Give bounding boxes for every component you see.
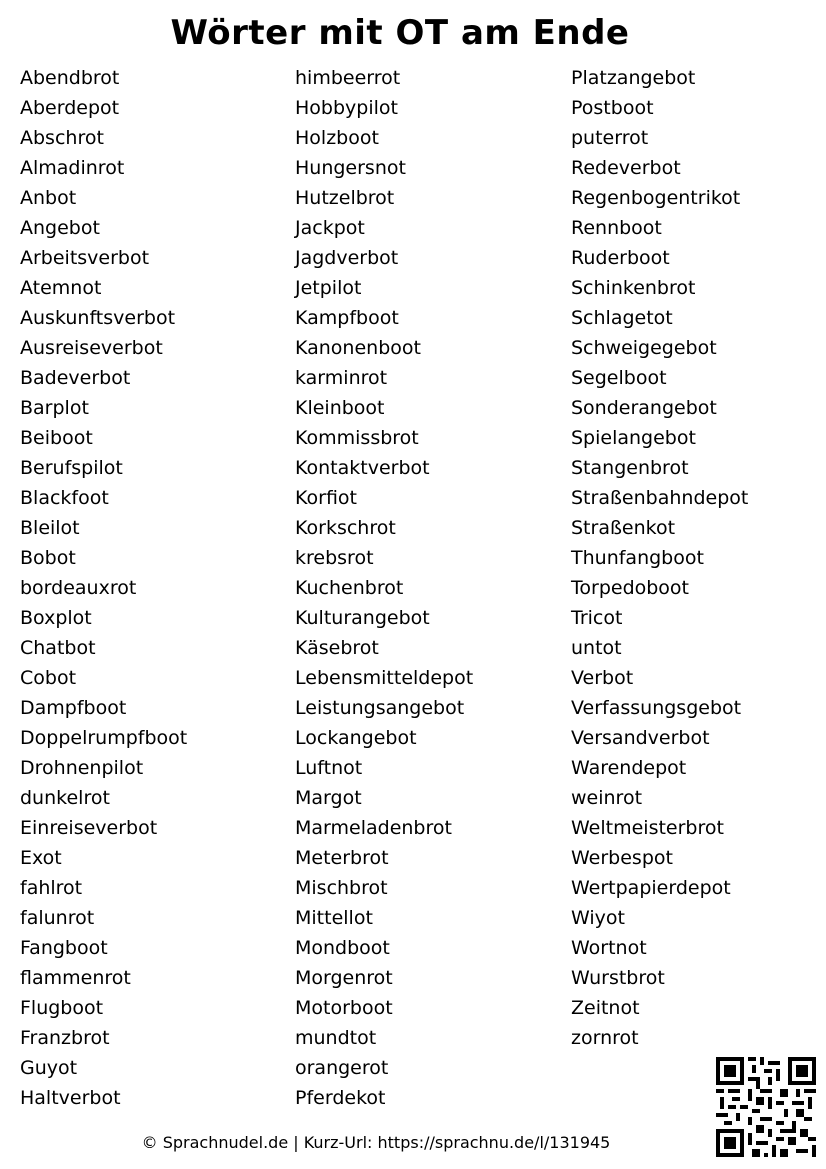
word-item: Exot — [20, 847, 62, 869]
word-item: Sonderangebot — [571, 397, 717, 419]
word-item: Marmeladenbrot — [295, 817, 452, 839]
word-item: weinrot — [571, 787, 643, 809]
word-item: Lebensmitteldepot — [295, 667, 474, 689]
word-item: Tricot — [571, 607, 623, 629]
word-item: Hungersnot — [295, 157, 406, 179]
word-item: Leistungsangebot — [295, 697, 465, 719]
word-item: mundtot — [295, 1027, 377, 1049]
word-item: Mischbrot — [295, 877, 388, 899]
word-item: Almadinrot — [20, 157, 125, 179]
word-item: Anbot — [20, 187, 77, 209]
word-item: Wertpapierdepot — [571, 877, 731, 899]
word-item: Schlagetot — [571, 307, 673, 329]
word-item: zornrot — [571, 1027, 639, 1049]
word-item: Korfiot — [295, 487, 357, 509]
word-item: Barplot — [20, 397, 89, 419]
word-item: falunrot — [20, 907, 95, 929]
word-item: Werbespot — [571, 847, 673, 869]
word-item: Jetpilot — [295, 277, 362, 299]
word-item: Mondboot — [295, 937, 390, 959]
word-item: Segelboot — [571, 367, 667, 389]
word-item: Ruderboot — [571, 247, 670, 269]
word-item: Cobot — [20, 667, 77, 689]
word-item: flammenrot — [20, 967, 131, 989]
word-column-3 — [571, 63, 748, 1053]
word-item: Aberdepot — [20, 97, 120, 119]
word-item: Chatbot — [20, 637, 96, 659]
word-item: karminrot — [295, 367, 388, 389]
word-item: Hobbypilot — [295, 97, 398, 119]
word-item: Blackfoot — [20, 487, 109, 509]
word-item: Rennboot — [571, 217, 662, 239]
word-item: Käsebrot — [295, 637, 379, 659]
word-item: Schweigegebot — [571, 337, 717, 359]
word-item: Flugboot — [20, 997, 104, 1019]
word-item: Postboot — [571, 97, 654, 119]
word-item: Berufspilot — [20, 457, 123, 479]
word-item: Doppelrumpfboot — [20, 727, 188, 749]
word-item: Ausreiseverbot — [20, 337, 163, 359]
word-item: Dampfboot — [20, 697, 127, 719]
word-item: Weltmeisterbrot — [571, 817, 724, 839]
word-item: Angebot — [20, 217, 100, 239]
word-item: Kontaktverbot — [295, 457, 430, 479]
word-item: Zeitnot — [571, 997, 640, 1019]
word-item: Pferdekot — [295, 1087, 386, 1109]
word-item: Lockangebot — [295, 727, 417, 749]
word-item: Auskunftsverbot — [20, 307, 176, 329]
word-item: Hutzelbrot — [295, 187, 395, 209]
word-item: Kanonenboot — [295, 337, 421, 359]
word-item: Arbeitsverbot — [20, 247, 150, 269]
word-item: Franzbrot — [20, 1027, 110, 1049]
word-item: Kampfboot — [295, 307, 399, 329]
word-item: Luftnot — [295, 757, 363, 779]
word-item: Platzangebot — [571, 67, 696, 89]
word-item: Atemnot — [20, 277, 102, 299]
word-item: Verbot — [571, 667, 634, 689]
word-item: Wurstbrot — [571, 967, 665, 989]
word-item: Kommissbrot — [295, 427, 419, 449]
word-item: krebsrot — [295, 547, 374, 569]
word-item: Motorboot — [295, 997, 393, 1019]
word-item: Verfassungsgebot — [571, 697, 742, 719]
word-item: Bobot — [20, 547, 76, 569]
word-item: Badeverbot — [20, 367, 131, 389]
word-column-2 — [295, 63, 473, 1113]
word-item: Guyot — [20, 1057, 78, 1079]
word-item: Bleilot — [20, 517, 80, 539]
word-item: bordeauxrot — [20, 577, 137, 599]
word-item: Abendbrot — [20, 67, 120, 89]
word-item: Redeverbot — [571, 157, 681, 179]
word-item: Boxplot — [20, 607, 92, 629]
word-item: dunkelrot — [20, 787, 110, 809]
word-item: Jagdverbot — [295, 247, 399, 269]
word-item: Straßenkot — [571, 517, 676, 539]
word-item: Regenbogentrikot — [571, 187, 741, 209]
word-item: Kleinboot — [295, 397, 385, 419]
word-item: Haltverbot — [20, 1087, 121, 1109]
word-item: Straßenbahndepot — [571, 487, 749, 509]
qr-code-icon[interactable] — [716, 1057, 816, 1157]
word-item: Meterbrot — [295, 847, 389, 869]
word-item: fahlrot — [20, 877, 83, 899]
word-item: Fangboot — [20, 937, 108, 959]
word-item: Jackpot — [295, 217, 365, 239]
word-item: Thunfangboot — [571, 547, 704, 569]
word-item: Holzboot — [295, 127, 379, 149]
word-item: Drohnenpilot — [20, 757, 144, 779]
word-item: Torpedoboot — [571, 577, 690, 599]
word-item: Warendepot — [571, 757, 687, 779]
word-item: untot — [571, 637, 622, 659]
word-item: Morgenrot — [295, 967, 393, 989]
word-item: Stangenbrot — [571, 457, 689, 479]
word-item: Mittellot — [295, 907, 373, 929]
word-column-1 — [20, 63, 187, 1113]
word-item: Abschrot — [20, 127, 104, 149]
word-item: Korkschrot — [295, 517, 396, 539]
word-item: Kuchenbrot — [295, 577, 404, 599]
word-item: Spielangebot — [571, 427, 696, 449]
word-item: Versandverbot — [571, 727, 710, 749]
word-item: Einreiseverbot — [20, 817, 158, 839]
word-item: orangerot — [295, 1057, 389, 1079]
word-item: himbeerrot — [295, 67, 401, 89]
word-item: Schinkenbrot — [571, 277, 696, 299]
word-item: Wiyot — [571, 907, 625, 929]
word-item: Margot — [295, 787, 362, 809]
word-item: Kulturangebot — [295, 607, 430, 629]
word-item: Wortnot — [571, 937, 647, 959]
word-item: puterrot — [571, 127, 649, 149]
footer-credit: © Sprachnudel.de | Kurz-Url: https://sprachnu.de/l/131945 — [141, 1133, 611, 1152]
page-title: Wörter mit OT am Ende — [170, 13, 630, 53]
word-item: Beiboot — [20, 427, 93, 449]
